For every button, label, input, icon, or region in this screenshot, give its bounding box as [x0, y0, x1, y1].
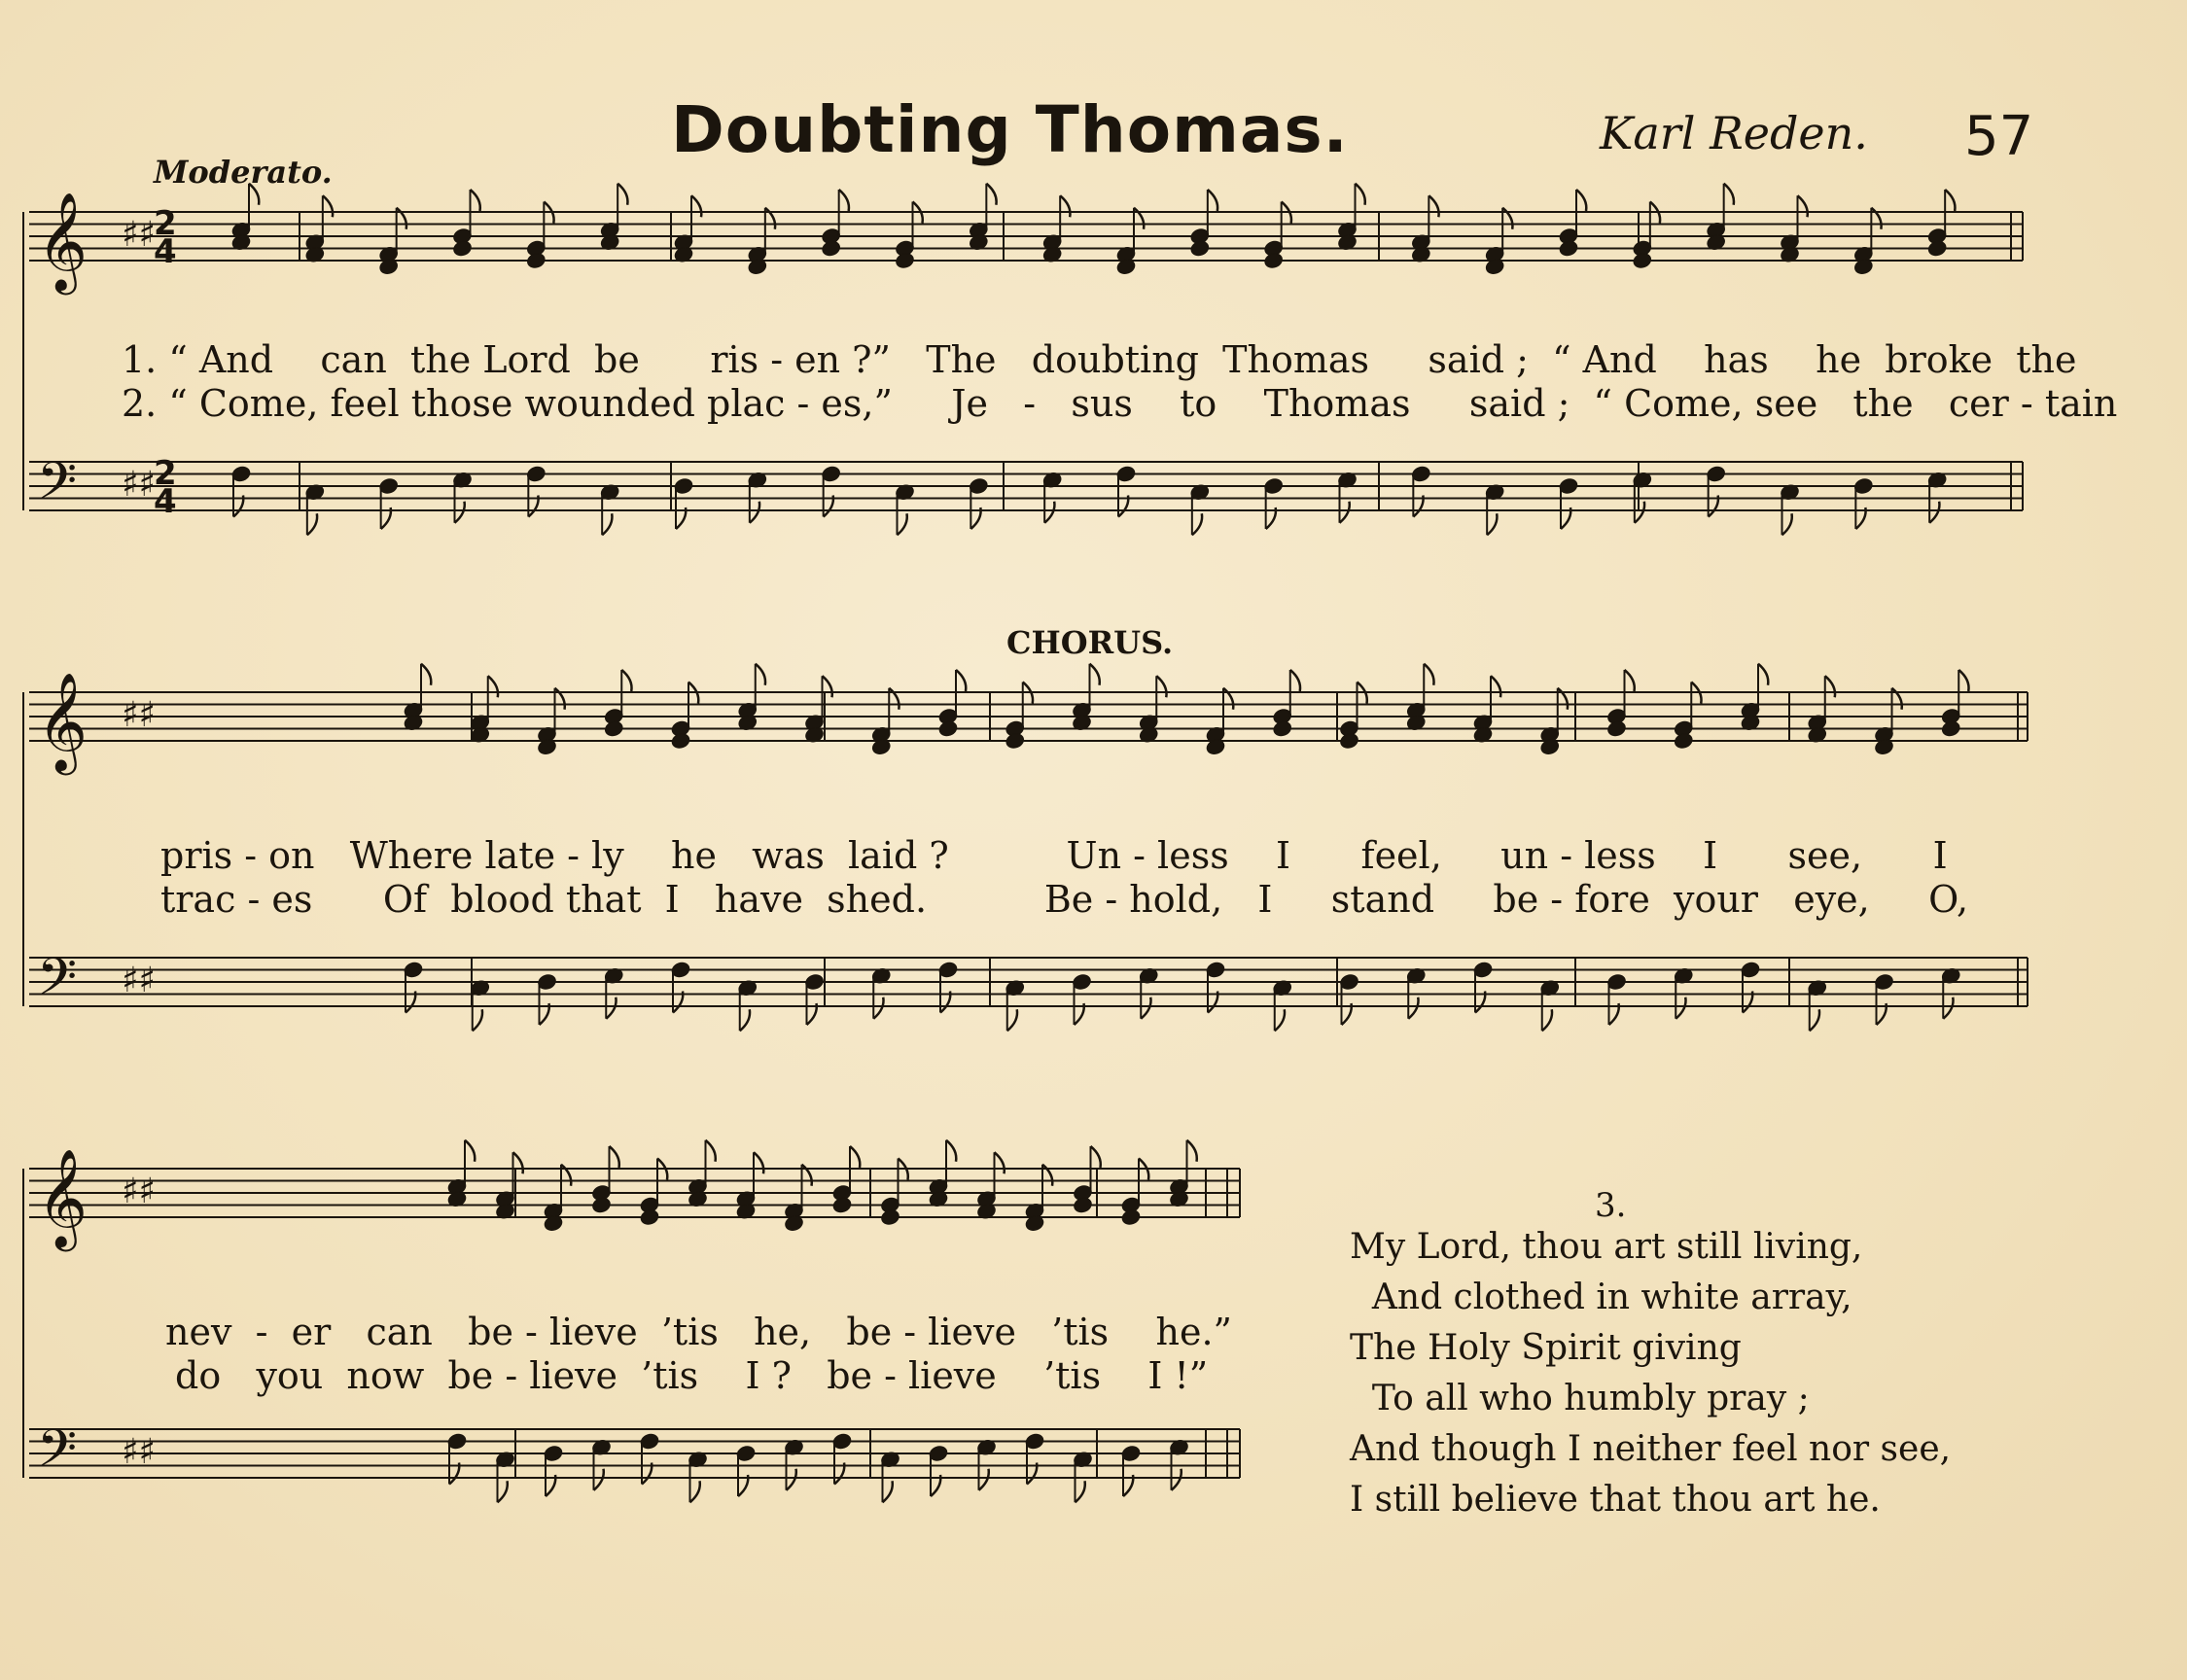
note-flag [1044, 502, 1054, 523]
note-flag [1487, 513, 1497, 535]
note-flag [488, 676, 498, 697]
note-flag [1625, 670, 1635, 691]
note-flag [1187, 1140, 1197, 1162]
key-signature: ♯♯ [122, 961, 156, 1000]
note-head [1558, 239, 1579, 258]
verse3-line: The Holy Spirit giving [1350, 1328, 1742, 1368]
note-head [639, 1208, 660, 1226]
note-flag [1825, 676, 1835, 697]
note-flag [946, 1140, 956, 1162]
bass-clef: 𝄢 [37, 452, 78, 524]
verse3-number: 3. [1595, 1186, 1627, 1225]
note-head [880, 1208, 901, 1226]
verse3-line: I still believe that thou art he. [1350, 1480, 1881, 1520]
tempo-marking: Moderato. [154, 154, 333, 191]
note-flag [850, 1146, 860, 1168]
note-flag [1782, 513, 1792, 535]
note-flag [1929, 502, 1939, 523]
note-head [1339, 731, 1360, 750]
note-head [1632, 251, 1653, 269]
note-flag [1208, 190, 1217, 211]
verse3-line: My Lord, thou art still living, [1350, 1227, 1863, 1267]
note-flag [873, 998, 883, 1019]
time-signature: 2 [154, 204, 177, 243]
note-head [1073, 1196, 1094, 1214]
note-flag [956, 670, 966, 691]
page-number: 57 [1964, 105, 2034, 168]
note-flag [621, 670, 631, 691]
bass-clef: 𝄢 [37, 1419, 78, 1491]
note-flag [1542, 1009, 1552, 1031]
note-flag [898, 513, 907, 535]
note-flag [1091, 1146, 1101, 1168]
note-flag [750, 502, 759, 523]
system3-lyric-verse2: do you now be - lieve ’tis I ? be - lieve ’tis I !” [175, 1354, 1209, 1397]
note-flag [1676, 998, 1685, 1019]
system2-lyric-verse2: trac - es Of blood that I have shed. Be - hold, I stand be - fore your eye, O, [160, 878, 1969, 921]
note-flag [1172, 1469, 1182, 1490]
note-flag [1275, 1009, 1285, 1031]
note-head [1189, 239, 1211, 258]
note-flag [1491, 676, 1500, 697]
note-flag [756, 664, 765, 685]
note-flag [602, 513, 612, 535]
note-flag [839, 190, 849, 211]
system2-lyric-verse1: pris - on Where late - ly he was laid ? Un - less I feel, un - less I see, I [160, 834, 1948, 877]
note-flag [1356, 184, 1365, 205]
note-flag [617, 184, 627, 205]
note-flag [1192, 513, 1202, 535]
note-flag [1810, 1009, 1819, 1031]
chorus-label: CHORUS. [1006, 624, 1174, 661]
verse3-line: And clothed in white array, [1350, 1278, 1852, 1317]
song-title: Doubting Thomas. [671, 92, 1349, 167]
note-flag [1758, 664, 1768, 685]
note-head [937, 719, 959, 738]
note-flag [883, 1481, 893, 1502]
bass-clef: 𝄢 [37, 948, 78, 1020]
note-flag [1408, 998, 1418, 1019]
note-flag [606, 998, 616, 1019]
note-head [603, 719, 624, 738]
note-head [831, 1196, 853, 1214]
note-flag [1290, 670, 1300, 691]
note-flag [979, 1469, 989, 1490]
composer-signature: Karl Reden. [1600, 107, 1868, 159]
time-signature: 4 [154, 482, 177, 521]
note-head [1263, 251, 1285, 269]
note-flag [740, 1009, 750, 1031]
verse3-line: And though I neither feel nor see, [1350, 1429, 1952, 1469]
note-flag [1060, 195, 1070, 217]
note-flag [1090, 664, 1100, 685]
note-flag [1576, 190, 1586, 211]
note-flag [465, 1140, 475, 1162]
note-flag [323, 195, 333, 217]
note-flag [610, 1146, 619, 1168]
note-flag [421, 664, 431, 685]
note-head [1926, 239, 1948, 258]
note-flag [1076, 1481, 1085, 1502]
note-flag [455, 502, 465, 523]
time-signature: 2 [154, 454, 177, 493]
note-flag [787, 1469, 796, 1490]
note-flag [986, 184, 996, 205]
treble-clef: 𝄞 [37, 191, 88, 291]
note-head [670, 731, 691, 750]
note-flag [995, 1152, 1005, 1173]
system1-lyric-verse2: 2. “ Come, feel those wounded plac - es,” Je - sus to Thomas said ; “ Come, see the cer - tain [122, 382, 2118, 425]
note-flag [1429, 195, 1438, 217]
note-flag [1943, 998, 1953, 1019]
note-flag [473, 1009, 482, 1031]
note-flag [1156, 676, 1166, 697]
note-flag [754, 1152, 763, 1173]
note-head [591, 1196, 613, 1214]
note-flag [1424, 664, 1433, 685]
time-signature: 4 [154, 232, 177, 271]
note-flag [691, 195, 701, 217]
note-head [1272, 719, 1293, 738]
note-flag [1798, 195, 1808, 217]
note-head [1005, 731, 1026, 750]
note-flag [706, 1140, 716, 1162]
key-signature: ♯♯ [122, 1432, 156, 1472]
verse3-line: To all who humbly pray ; [1350, 1379, 1810, 1418]
note-head [821, 239, 842, 258]
key-signature: ♯♯ [122, 1172, 156, 1211]
note-head [895, 251, 916, 269]
note-flag [307, 513, 317, 535]
note-flag [1340, 502, 1350, 523]
treble-clef: 𝄞 [37, 1147, 88, 1247]
note-head [1940, 719, 1961, 738]
note-head [525, 251, 547, 269]
key-signature: ♯♯ [122, 465, 156, 505]
treble-clef: 𝄞 [37, 671, 88, 771]
note-head [1606, 719, 1628, 738]
note-head [1120, 1208, 1142, 1226]
note-flag [249, 184, 259, 205]
note-flag [1724, 184, 1734, 205]
note-flag [1945, 190, 1955, 211]
note-flag [690, 1481, 700, 1502]
system1-lyric-verse1: 1. “ And can the Lord be ris - en ?” The doubting Thomas said ; “ And has he broke the [122, 338, 2077, 381]
system3-lyric-verse1: nev - er can be - lieve ’tis he, be - lieve ’tis he.” [165, 1311, 1232, 1353]
note-flag [1141, 998, 1150, 1019]
key-signature: ♯♯ [122, 695, 156, 735]
note-flag [1007, 1009, 1017, 1031]
note-head [1673, 731, 1694, 750]
note-flag [471, 190, 480, 211]
note-head [452, 239, 474, 258]
note-flag [498, 1481, 508, 1502]
note-flag [594, 1469, 604, 1490]
note-flag [1958, 670, 1968, 691]
key-signature: ♯♯ [122, 215, 156, 255]
